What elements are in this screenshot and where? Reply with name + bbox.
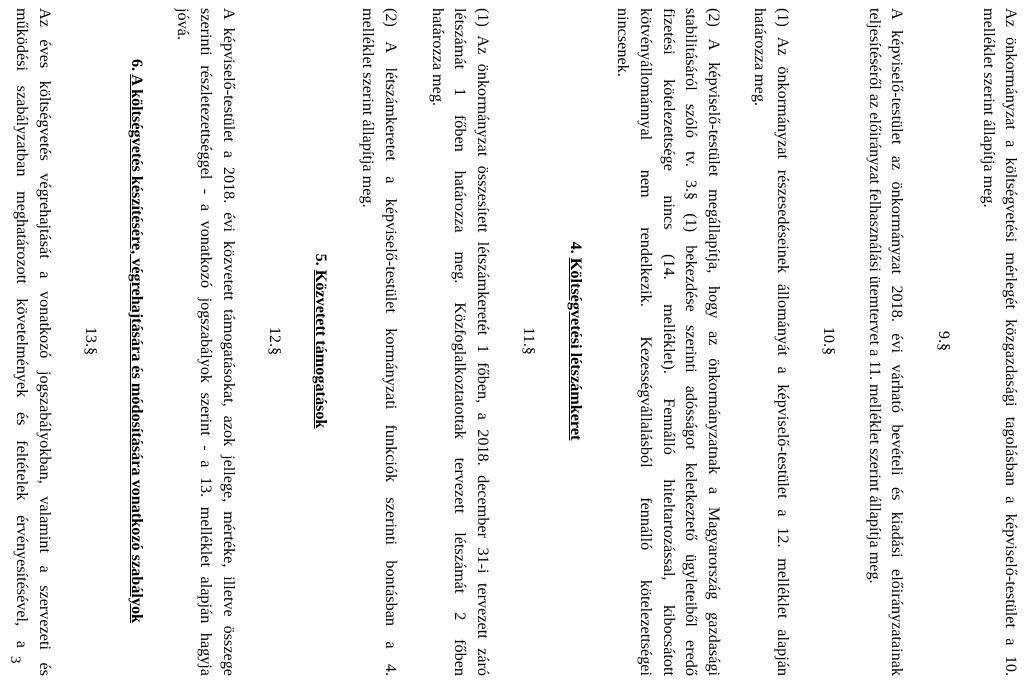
paragraph-line: nincsenek. [614, 8, 632, 77]
paragraph-line: (2) A képviselő-testület megállapítja, hogy az önkormányzatnak a Magyarország gazdasági [705, 8, 723, 676]
paragraph-line: Az önkormányzat a költségvetési mérlegét közgazdasági tagolásban a képviselő-testület a 10. [1002, 8, 1020, 676]
paragraph-line: A képviselő-testület a 2018. évi közvetett támogatásokat, azok jellege, mértéke, illetve összege [220, 8, 238, 676]
paragraph-line: (1) Az önkormányzat részesedéseinek állományát a képviselő-testület a 12. melléklet alapján [774, 8, 792, 676]
chapter-heading [564, 0, 587, 682]
paragraph-line: teljesítéséről az előirányzat felhasználási ütemtervet a 11. melléklet szerint állapítja meg. [866, 8, 884, 584]
paragraph-line: kötvényállománnyal nem rendelkezik. Kezességvállalásból fennálló kötelezettségei [637, 8, 655, 676]
section-number: 9.§ [935, 330, 953, 352]
section-number: 13.§ [82, 326, 100, 356]
paragraph-line: stabilitásáról szóló tv. 3.§ (1) bekezdése szerinti adósságot keletkeztető ügyleteiből eredő [682, 8, 700, 676]
section-number: 11.§ [520, 327, 538, 355]
paragraph-line: A képviselő-testület az önkormányzat 2018. évi várható bevételi és kiadási előirányzatainak [888, 8, 906, 676]
chapter-number: 6. [128, 58, 146, 72]
paragraph-line: létszámát 1 főben határozza meg. Közfoglalkoztatottak tervezett létszámát 2 főben [451, 8, 469, 676]
page-number: 3 [7, 656, 23, 664]
chapter-number: 4. [567, 241, 585, 254]
chapter-heading [125, 0, 148, 682]
chapter-title: Költségvetési létszámkeret [567, 257, 585, 441]
paragraph-line: (1) Az önkormányzat összesített létszámkeretét 1 főben, a 2018. december 31-i tervezett záró [474, 8, 492, 676]
chapter-title: Közvetett támogatások [312, 269, 330, 429]
paragraph-line: (2) A létszámkeretet a képviselő-testület kormányzati funkciók szerinti bontásban a 4. [382, 8, 400, 676]
paragraph-line: működési szabályzatban meghatározott követelmények és feltételek érvényesítésével, a [13, 8, 31, 648]
paragraph-line: határozza meg. [751, 8, 769, 106]
chapter-heading [309, 0, 332, 682]
paragraph-line: Az éves költségvetés végrehajtását a vonatkozó jogszabályokban, valamint a szervezeti és [36, 8, 54, 676]
section-number: 12.§ [266, 326, 284, 356]
paragraph-line: fizetési kötelezettsége nincs (14. melléklet). Fennálló hiteltartozással, kibocsátott [660, 8, 678, 676]
paragraph-line: határozza meg. [429, 8, 447, 106]
chapter-title: A költségvetés készítésére, végrehajtására és módosítására vonatkozó szabályok [128, 74, 146, 624]
paragraph-line: szerinti részletezettséggel - a vonatkozó jogszabályok szerint - a 13. melléklet alapján hagyja [197, 8, 215, 676]
paragraph-line: melléklet szerint állapítja meg. [359, 8, 377, 208]
chapter-number: 5. [312, 253, 330, 266]
section-number: 10.§ [820, 326, 838, 356]
paragraph-line: jóvá. [174, 8, 192, 40]
paragraph-line: melléklet szerint állapítja meg. [980, 8, 998, 208]
